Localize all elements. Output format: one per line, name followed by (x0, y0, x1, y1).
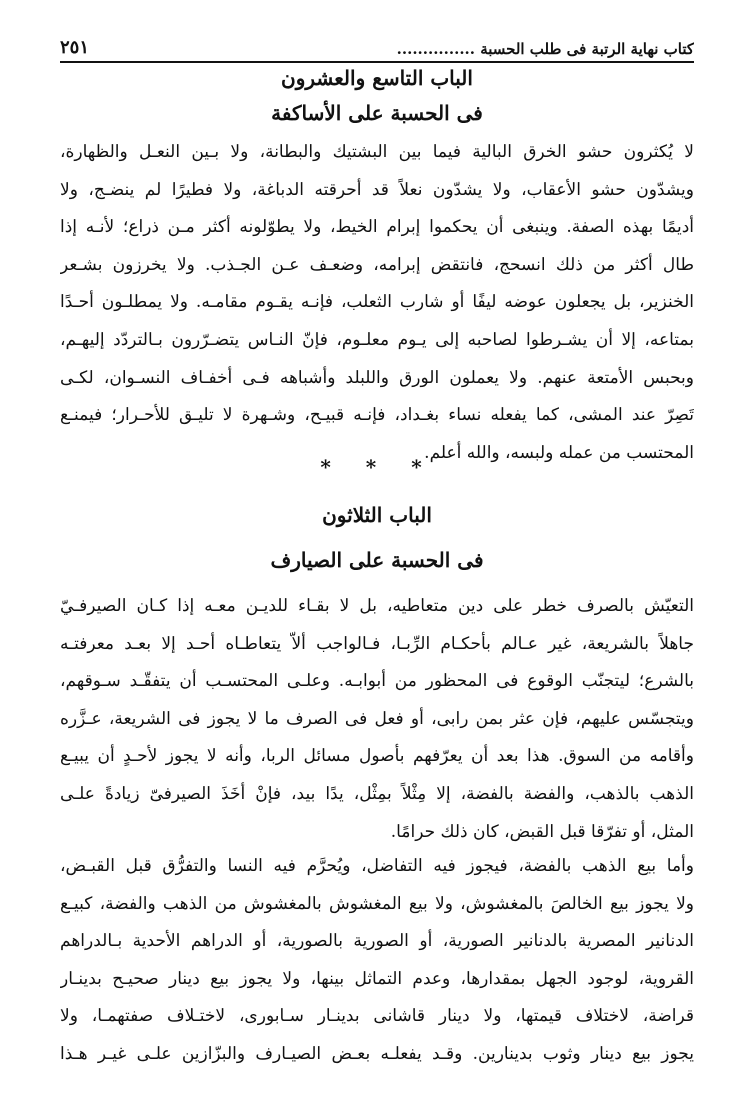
chapter-30-paragraph-2 (60, 848, 694, 1074)
text-line: بمتاعه، إلا أن يشـرطوا لصاحبه إلى يـوم معلـوم، فإنّ النـاس يتضـرّرون بـالتردّد إليهـم، (60, 329, 694, 350)
text-line: تَصِرّ عند المشى، كما يفعله نساء بغـداد، فإنـه قبيـح، وشـهرة لا تليـق للأحـرار؛ فيمنـع (60, 405, 694, 426)
text-line: وبحبس الأمتعة عنهم. ولا يعملون الورق واللبلد وأشباهه فـى أخفـاف النسـوان، لكـى (60, 367, 694, 388)
text-line: ولا يجوز بيع الخالصَ بالمغشوش، ولا بيع المغشوش بالمغشوش من الذهب والفضة، كبيـع (60, 893, 694, 914)
section-separator: * * * (320, 455, 436, 479)
text-line: الخنزير، بل يجعلون عوضه ليفًا أو شارب الثعلب، فإنـه يقـوم مقامـه. ولا يمطلـون أحـدًا (60, 292, 694, 313)
text-line: المحتسب من عمله ولبسه، والله أعلم. (424, 442, 694, 463)
chapter-30-heading: الباب الثلاثون (322, 503, 432, 527)
chapter-29-paragraph (60, 134, 694, 472)
chapter-29-subheading: فى الحسبة على الأساكفة (271, 101, 483, 125)
text-line: طال أكثر من ذلك انسحج، فانتقض إبرامه، وضعـف عـن الجـذب. ولا يخرزون بشـعر (60, 254, 694, 275)
text-line: يجوز بيع دينار وثوب بدينارين. وقـد يفعلـه بعـض الصيـارف والبزّازين علـى غيـر هـذا (60, 1043, 694, 1064)
text-line: لا يُكثرون حشو الخرق البالية فيما بين البشتيك والبطانة، ولا بـين النعـل والظهارة، (60, 142, 694, 162)
chapter-30-paragraph-1 (60, 588, 694, 851)
text-line: جاهلاً بالشريعة، غير عـالم بأحكـام الرِّبـا، فـالواجب ألاّ يتعاطـاه أحـد إلا بعـد معرفتـه (60, 633, 694, 654)
text-line: ويشدّون حشو الأعقاب، ولا يشدّون نعلاً قد أحرقته الدباغة، ولا فطيرًا لم ينضـج، ولا (60, 179, 694, 200)
text-line: بالشرع؛ ليتجنّب الوقوع فى المحظور من أبوابـه. وعلـى المحتسـب أن يتفقّـد سـوقهم، (60, 671, 694, 692)
chapter-29-heading: الباب التاسع والعشرون (281, 66, 473, 90)
text-line: القروية، لوجود الجهل بمقدارها، وعدم التماثل بينها، ولا يجوز بيع دينار صحيـح بدينـار (60, 968, 694, 989)
text-line: أديمًا بهذه الصفة. وينبغى أن يحكموا إبرام الخيط، ولا يطوّلونه أكثر مـن ذراع؛ لأنـه إذا (60, 217, 694, 238)
running-header (60, 32, 694, 63)
text-line: وأما بيع الذهب بالفضة، فيجوز فيه التفاضل، ويُحرَّم فيه النسا والتفرُّق قبل القبـض، (60, 856, 694, 876)
text-line: الذهب بالذهب، والفضة بالفضة، إلا مِثْلاً بمِثْل، يدًا بيد، فإنْ أخَذَ الصيرفىّ زيادةً علـى (60, 783, 694, 804)
text-line: التعيّش بالصرف خطر على دين متعاطيه، بل لا بقـاء للديـن معـه إذا كـان الصيرفـيّ (60, 596, 694, 616)
text-line: المثل، أو تفرّقا قبل القبض، كان ذلك حرامًا. (390, 821, 694, 842)
text-line: ويتجسّس عليهم، فإن عثر بمن رابى، أو فعل فى الصرف ما لا يجوز فى الشريعة، عـزَّره (60, 708, 694, 729)
text-line: وأقامه من السوق. هذا بعد أن يعرّفهم بأصول مسائل الربا، وأنه لا يجوز لأحـدٍ أن يبيـع (60, 746, 694, 767)
text-line: قراضة، لاختلاف قيمتها، ولا دينار قاشانى بدينـار سـابورى، لاختـلاف صفتهمـا، ولا (60, 1006, 694, 1027)
running-header-title: كتاب نهاية الرتبة فى طلب الحسبة ............... (396, 40, 694, 58)
text-line: الدنانير المصرية بالدنانير الصورية، أو الصورية بالصورية، أو الدراهم الأحدية بـالدراهم (60, 931, 694, 952)
page-number: ٢٥١ (60, 37, 90, 58)
chapter-30-subheading: فى الحسبة على الصيارف (270, 548, 484, 572)
